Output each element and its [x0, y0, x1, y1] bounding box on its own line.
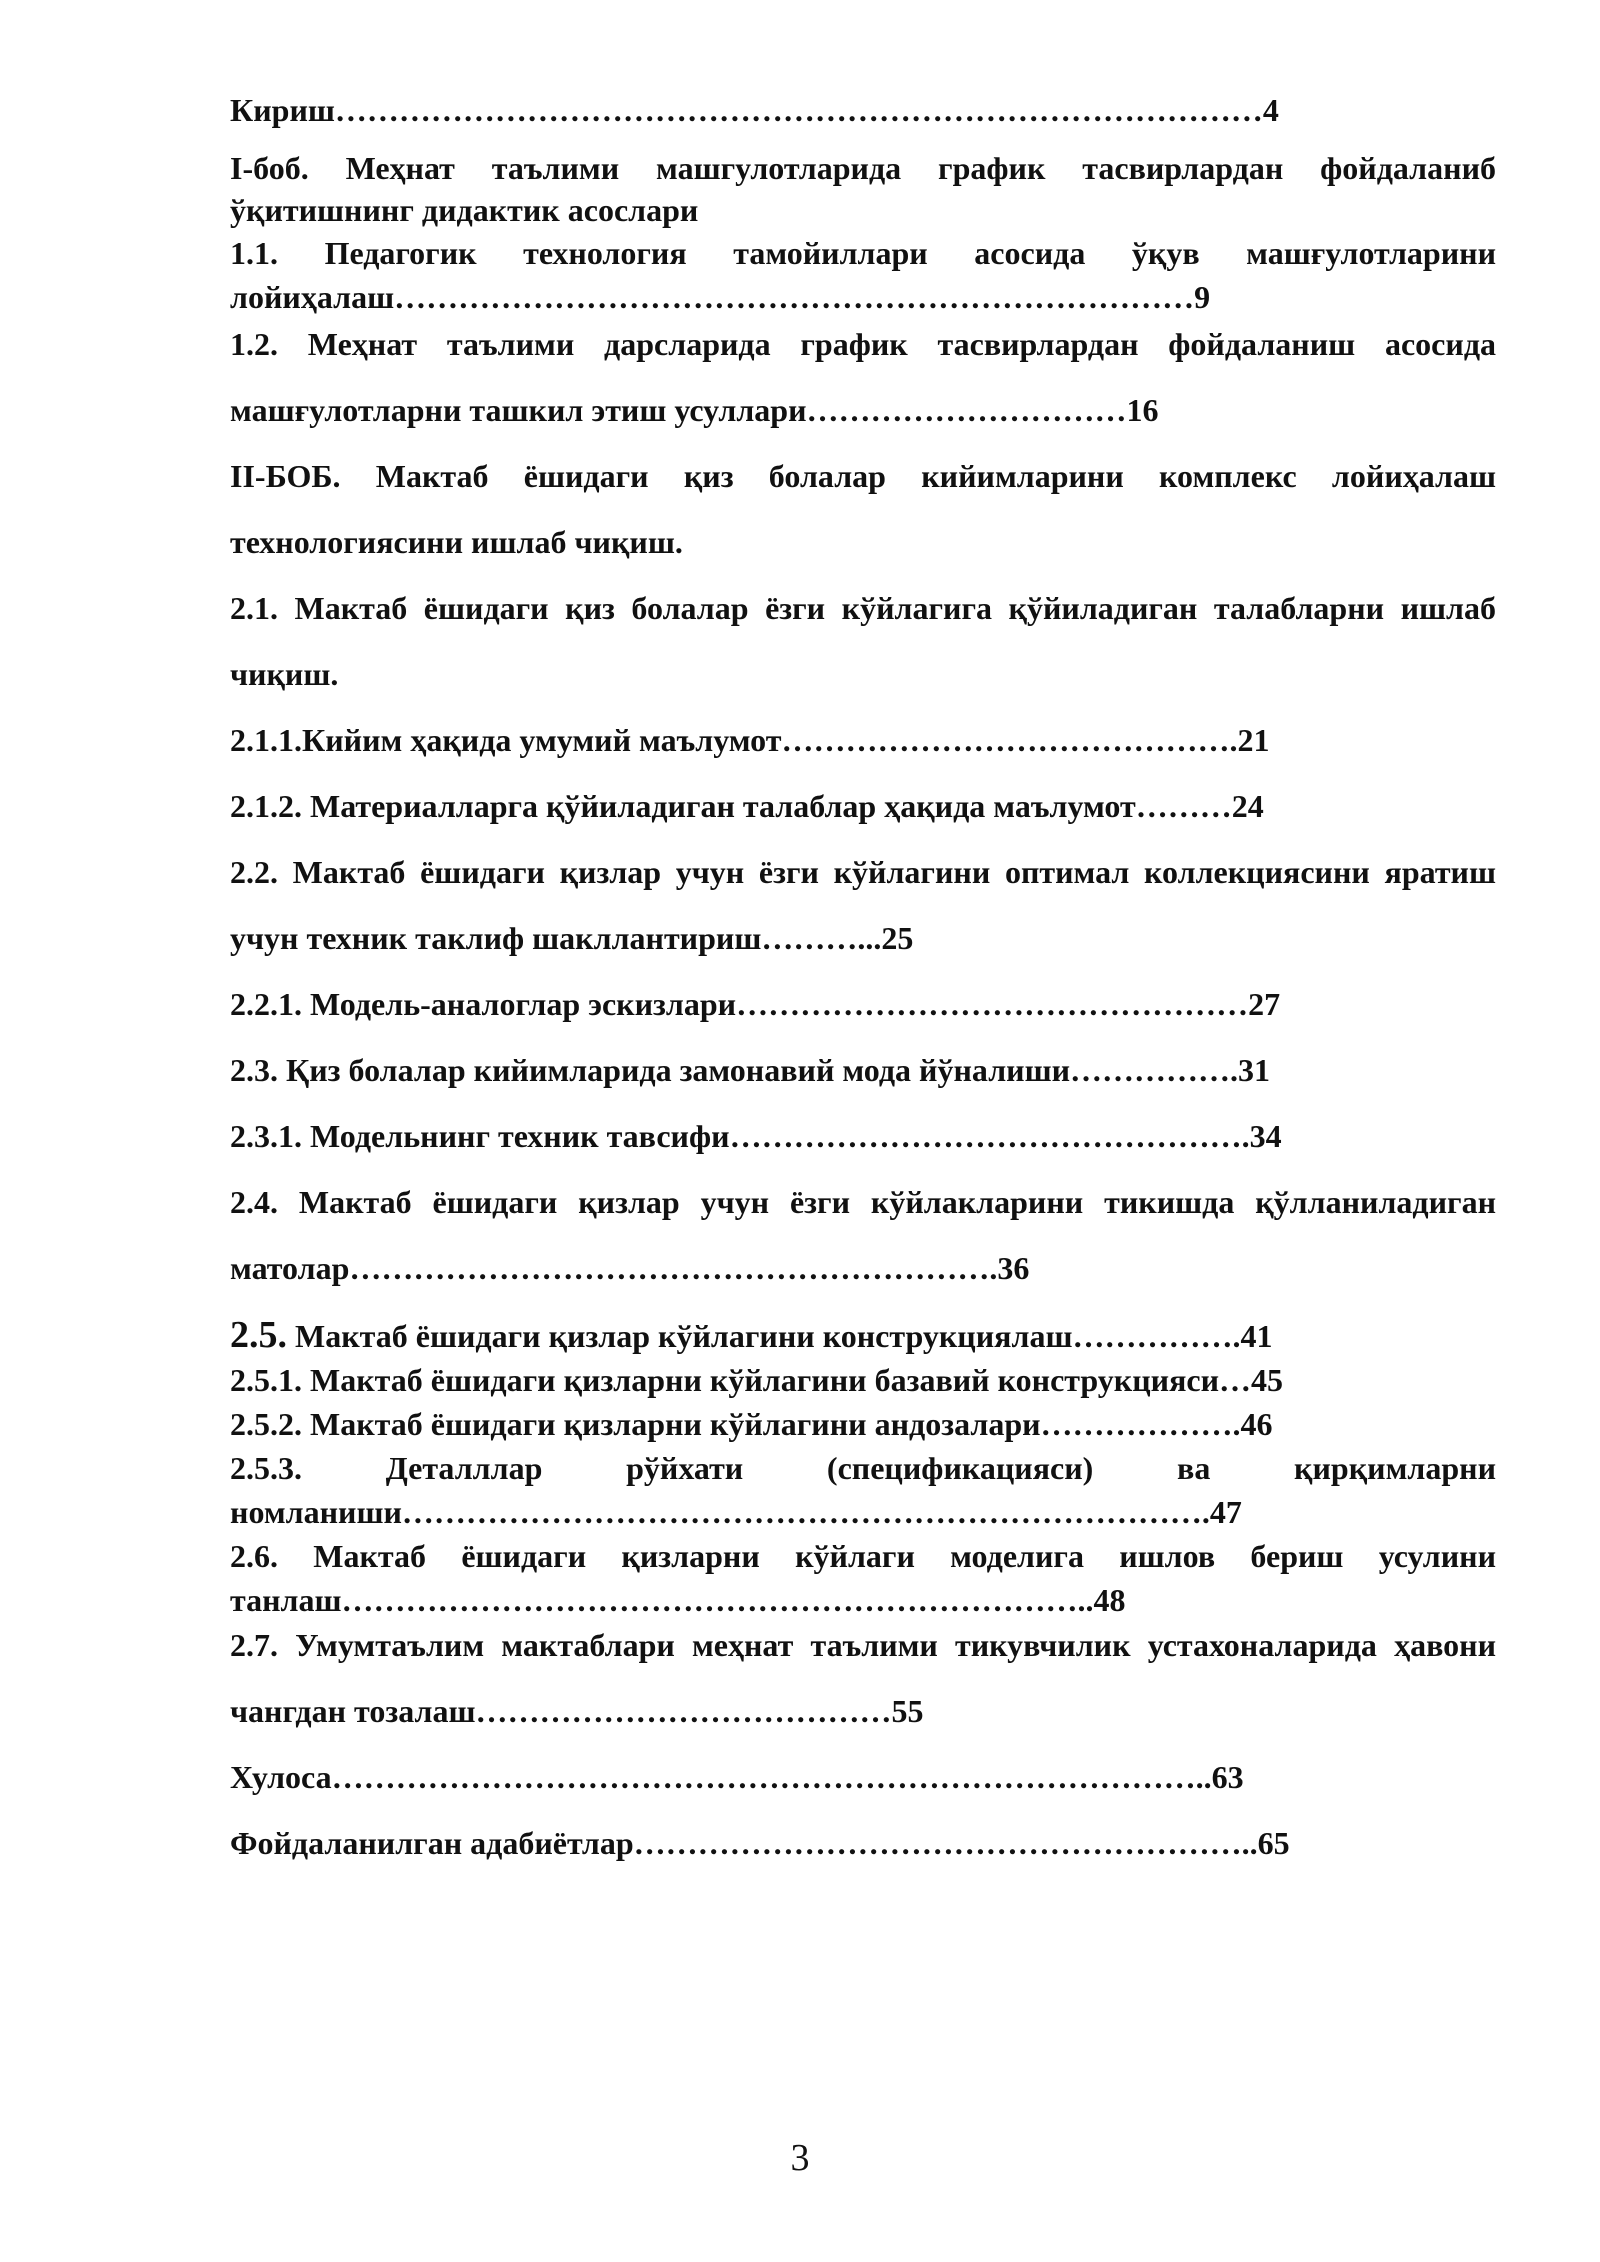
toc-entry-2-5-number: 2.5.	[230, 1314, 287, 1356]
toc-entry-2-5-3: 2.5.3. Деталллар рўйхати (спецификацияси) ва қирқимларни номланиши………………………………………………………………….47	[230, 1450, 1496, 1530]
toc-entry-2-1: 2.1. Мактаб ёшидаги қиз болалар ёзги кўйлагига қўйиладиган талабларни ишлаб чиқиш.	[230, 590, 1496, 692]
toc-entry-2-1-2: 2.1.2. Материалларга қўйиладиган талаблар ҳақида маълумот………24	[230, 788, 1264, 824]
toc-entry-introduction: Кириш……………………………………………………………………………4	[230, 92, 1279, 128]
toc-entry-2-5-1: 2.5.1. Мактаб ёшидаги қизларни кўйлагини базавий конструкцияси…45	[230, 1362, 1284, 1398]
toc-entry-2-6: 2.6. Мактаб ёшидаги қизларни кўйлаги моделига ишлов бериш усулини танлаш……………………………………………………………..48	[230, 1538, 1496, 1618]
toc-entry-2-5-2: 2.5.2. Мактаб ёшидаги қизларни кўйлагини андозалари……………….46	[230, 1406, 1273, 1442]
toc-entry-2-4: 2.4. Мактаб ёшидаги қизлар учун ёзги кўйлакларини тикишда қўлланиладиган матолар…………………………………………………….36	[230, 1184, 1496, 1286]
toc-entry-chapter-2: II-БОБ. Мактаб ёшидаги қиз болалар кийимларини комплекс лойиҳалаш технологиясини ишлаб чиқиш.	[230, 458, 1496, 560]
toc-entry-references: Фойдаланилган адабиётлар…………………………………………………..65	[230, 1825, 1290, 1861]
toc-entry-2-5	[230, 1313, 1496, 1358]
toc-entry-2-1-1: 2.1.1.Кийим ҳақида умумий маълумот…………………………………….21	[230, 722, 1270, 758]
toc-entry-2-2-1: 2.2.1. Модель-аналоглар эскизлари…………………………………………27	[230, 986, 1281, 1022]
table-of-contents	[230, 92, 1496, 1876]
toc-entry-2-5-title: Мактаб ёшидаги қизлар кўйлагини конструкциялаш…………….41	[287, 1318, 1273, 1354]
toc-entry-1-2: 1.2. Меҳнат таълими дарсларида график тасвирлардан фойдаланиш асосида машғулотларни ташкил этиш усуллари…………………………16	[230, 326, 1496, 428]
toc-entry-1-1: 1.1. Педагогик технология тамойиллари асосида ўқув машғулотларини лойиҳалаш…………………………………………………………………9	[230, 235, 1496, 315]
toc-entry-conclusion: Хулоса………………………………………………………………………..63	[230, 1759, 1244, 1795]
toc-entry-2-2: 2.2. Мактаб ёшидаги қизлар учун ёзги кўйлагини оптимал коллекциясини яратиш учун техник таклиф шакллантириш………...25	[230, 854, 1496, 956]
page-number: 3	[790, 2137, 810, 2179]
toc-entry-2-7: 2.7. Умумтаълим мактаблари меҳнат таълими тикувчилик устахоналарида ҳавони чангдан тозалаш…………………………………55	[230, 1627, 1496, 1729]
toc-entry-chapter-1: I-боб. Меҳнат таълими машгулотларида график тасвирлардан фойдаланиб ўқитишнинг дидактик асослари	[230, 150, 1496, 228]
toc-entry-2-3-1: 2.3.1. Модельнинг техник тавсифи………………………………………….34	[230, 1118, 1282, 1154]
toc-entry-2-3: 2.3. Қиз болалар кийимларида замонавий мода йўналиши…………….31	[230, 1052, 1271, 1088]
